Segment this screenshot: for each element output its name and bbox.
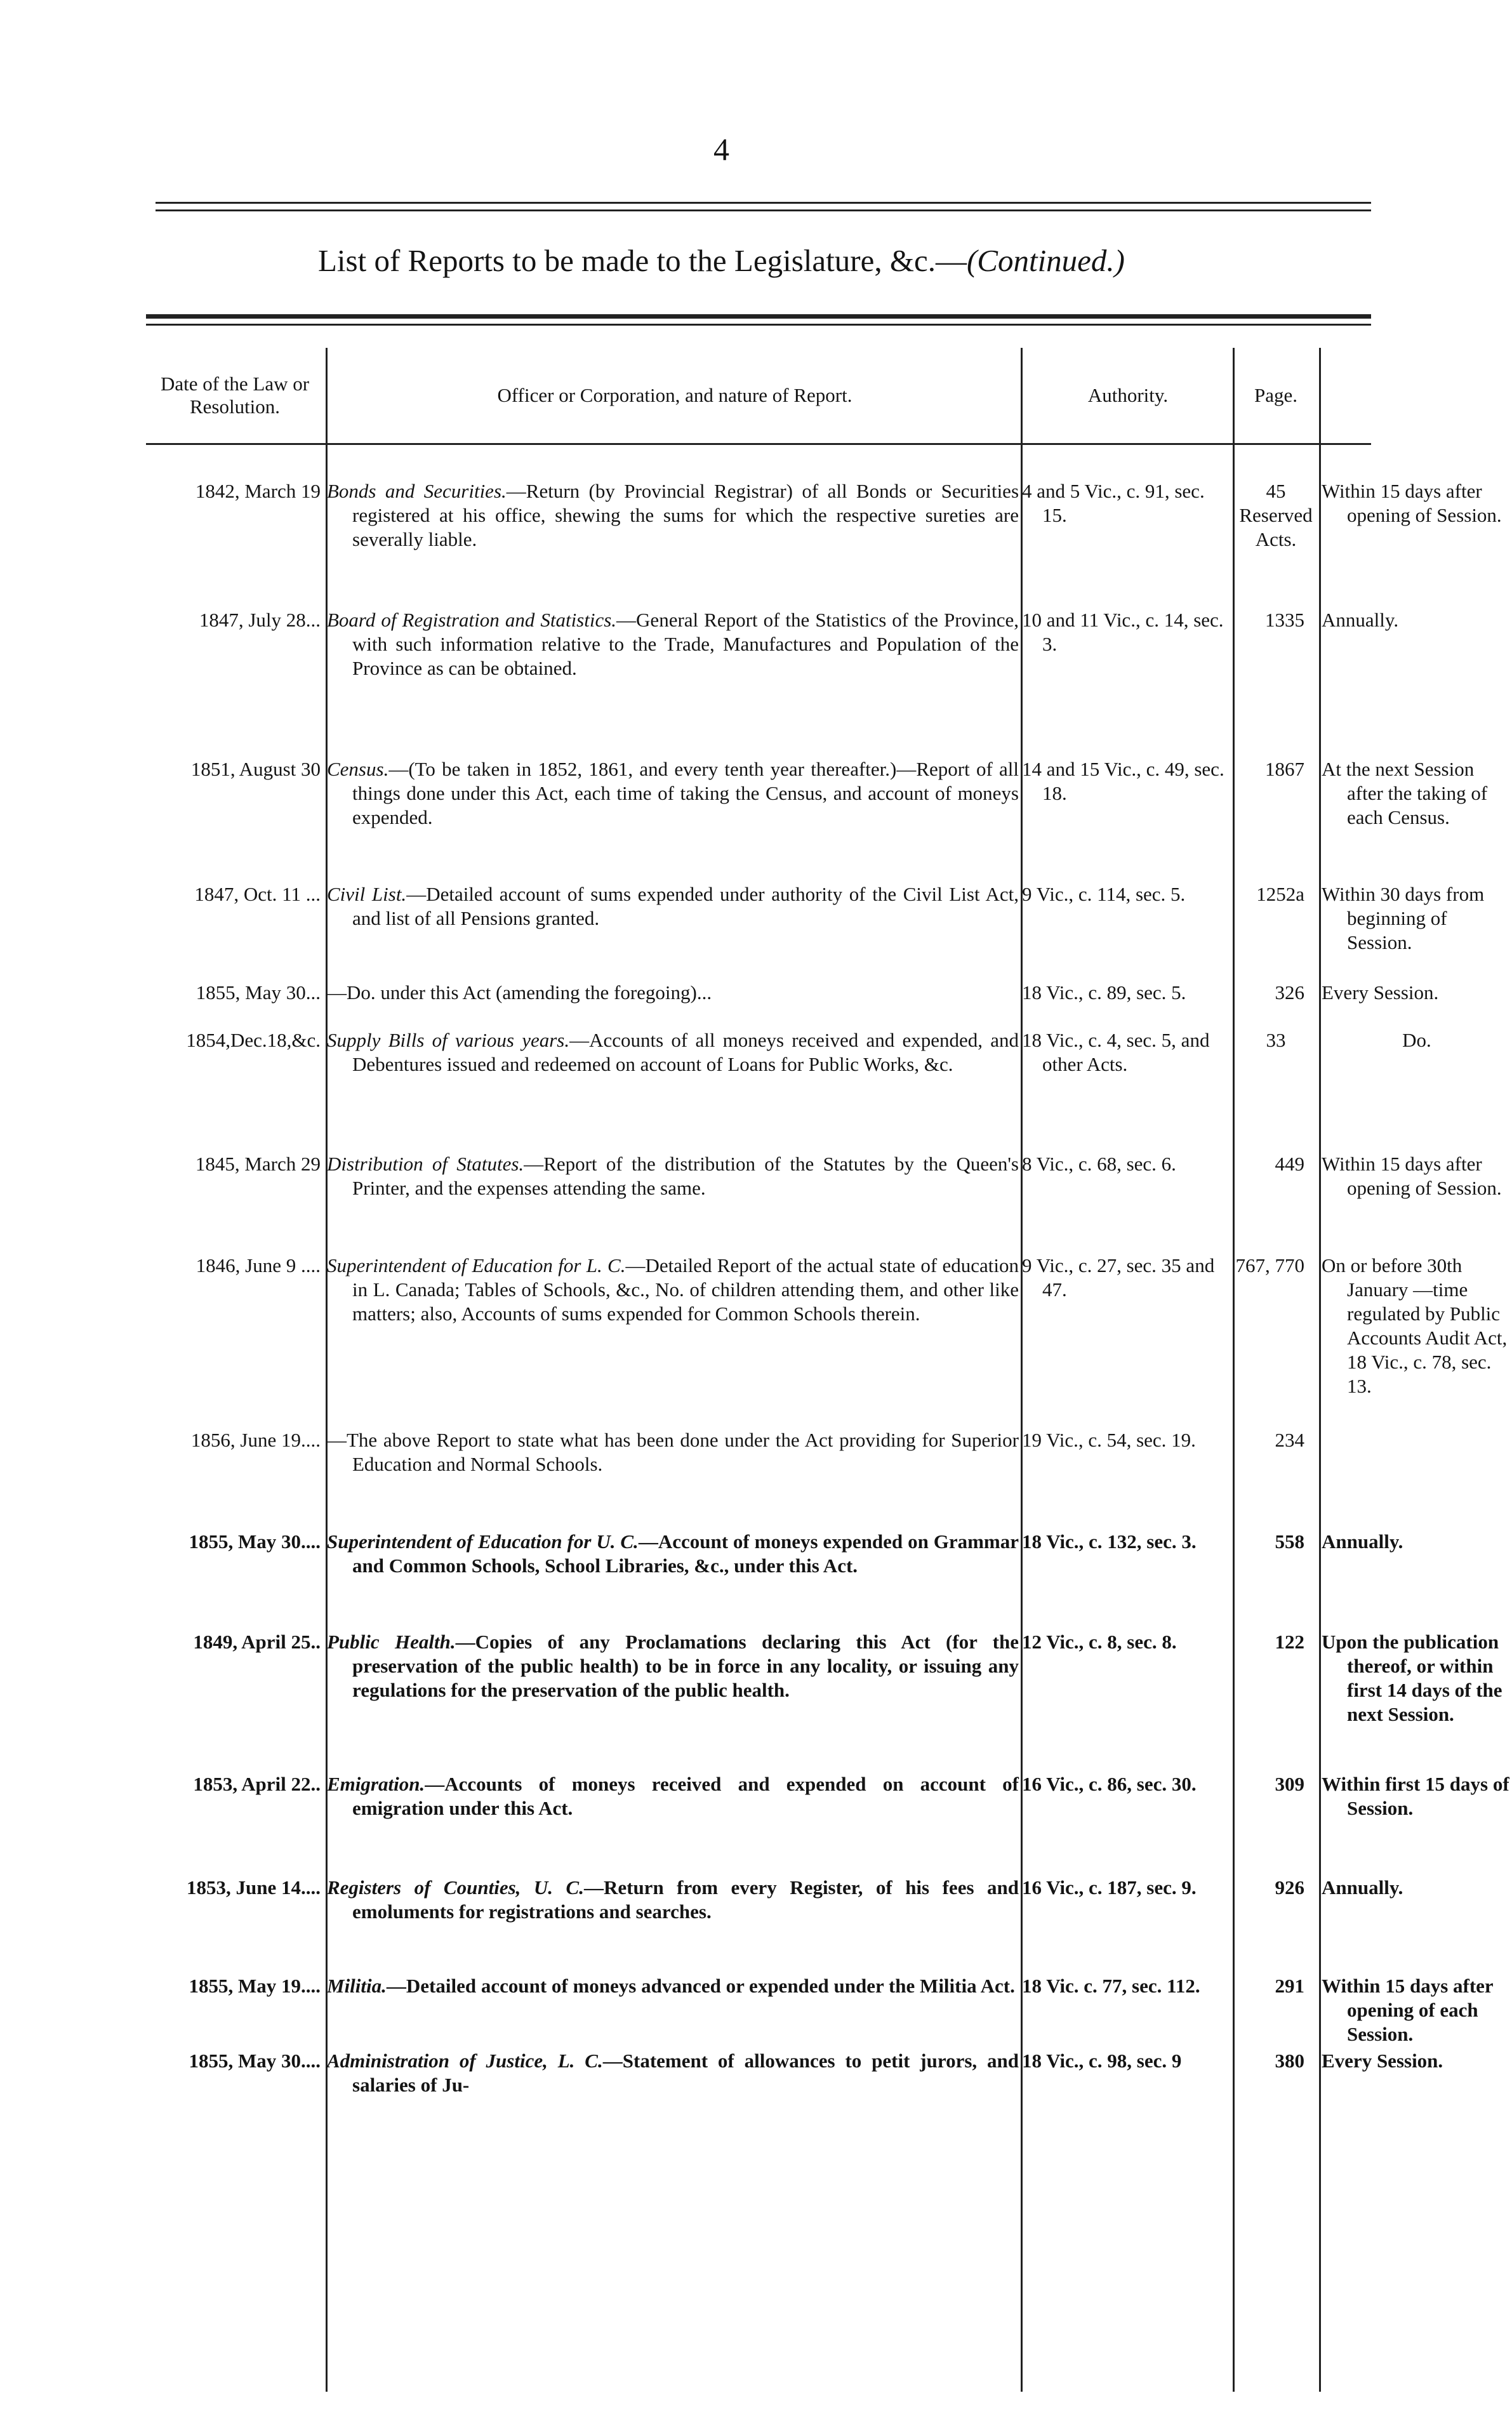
column-divider-4 [1319,348,1321,2392]
row-heading: Census. [327,758,389,780]
row-when: Annually. [1322,609,1399,631]
row-when: Every Session. [1322,2050,1443,2072]
row-when: Within 30 days from beginning of Session. [1322,883,1485,953]
row-heading: Distribution of Statutes. [327,1153,524,1175]
row-description [327,757,1019,830]
row-date: 1856, June 19.... [190,1429,321,1451]
row-when: Do. [1402,1029,1431,1051]
header-double-rule [156,202,1371,211]
row-description [327,479,1019,552]
row-date: 1845, March 29 [195,1153,321,1175]
row-when: Within 15 days after opening of Session. [1322,1153,1502,1199]
row-page: 326 [1275,981,1304,1004]
row-date: 1855, May 19.... [189,1975,321,1997]
row-description [327,608,1019,680]
row-authority: 9 Vic., c. 114, sec. 5. [1022,883,1186,905]
row-authority: 8 Vic., c. 68, sec. 6. [1022,1153,1176,1175]
row-heading: Registers of Counties, U. C. [327,1876,584,1899]
row-date: 1854,Dec.18,&c. [186,1029,321,1051]
row-page: 449 [1275,1153,1304,1175]
row-heading: Civil List. [327,883,407,905]
row-date: 1851, August 30 [190,758,321,780]
row-heading: Emigration. [327,1773,425,1795]
row-when: Annually. [1322,1530,1403,1553]
row-page: 767, 770 [1235,1254,1304,1276]
row-heading: Militia. [327,1975,387,1997]
row-page: 380 [1275,2050,1304,2072]
row-authority: 9 Vic., c. 27, sec. 35 and 47. [1022,1254,1215,1301]
column-divider-3 [1233,348,1235,2392]
row-description [327,2049,1019,2097]
row-text: —(To be taken in 1852, 1861, and every tenth year thereafter.)—Report of all things done under this Act, each time of taking the Census, and account of moneys expended. [352,758,1019,828]
header-bottom-rule [146,443,1371,445]
row-heading: Superintendent of Education for U. C. [327,1530,639,1553]
column-header-authority: Authority. [1087,384,1169,406]
title-main: List of Reports to be made to the Legislature, &c.— [318,243,967,278]
row-page: 558 [1275,1530,1304,1553]
row-page: 122 [1275,1631,1304,1653]
table-top-rule [146,314,1371,319]
row-text: —General Report of the Statistics of the Province, with such information relative to the Trade, Manufactures and Population of the Province as can be obtained. [352,609,1019,679]
row-page: 234 [1275,1429,1304,1451]
row-text: —Detailed account of sums expended under authority of the Civil List Act, and list of all Pensions granted. [352,883,1019,929]
row-page: 309 [1275,1773,1304,1795]
row-when: Within first 15 days of Session. [1322,1773,1509,1819]
row-authority: 18 Vic. c. 77, sec. 112. [1022,1975,1200,1997]
row-date: 1842, March 19 [195,480,321,502]
row-when: At the next Session after the taking of each Census. [1322,758,1488,828]
row-date: 1853, June 14.... [187,1876,321,1899]
row-date: 1853, April 22.. [193,1773,321,1795]
page-title [0,241,1443,281]
row-text: —Copies of any Proclamations declaring this Act (for the preservation of the public health) to be in force in any locality, or issuing any regulations for the preservation of the public health. [352,1631,1019,1701]
row-date: 1855, May 30.... [189,2050,321,2072]
row-authority: 4 and 5 Vic., c. 91, sec. 15. [1022,480,1205,526]
row-description [327,1152,1019,1200]
row-page: 926 [1275,1876,1304,1899]
row-authority: 18 Vic., c. 98, sec. 9 [1022,2050,1182,2072]
row-text: —Report of the distribution of the Statutes by the Queen's Printer, and the expenses attending the same. [352,1153,1019,1199]
row-description [327,1254,1019,1326]
row-text: —Detailed account of moneys advanced or expended under the Militia Act. [386,1975,1015,1997]
row-heading: Public Health. [327,1631,456,1653]
row-description [327,981,1019,1005]
row-authority: 12 Vic., c. 8, sec. 8. [1022,1631,1177,1653]
row-when: On or before 30th January —time regulated by Public Accounts Audit Act, 18 Vic., c. 78, sec. 13. [1322,1254,1508,1397]
row-page: 1252a [1256,883,1304,905]
row-description [327,1028,1019,1077]
row-text: —Return (by Provincial Registrar) of all Bonds or Securities registered at his office, shewing the sums for which the respective sureties are severally liable. [352,480,1019,550]
page-number: 4 [713,131,729,167]
row-date: 1847, Oct. 11 ... [194,883,321,905]
row-when: Upon the publication thereof, or within first 14 days of the next Session. [1322,1631,1502,1725]
row-description [327,1530,1019,1578]
table-top-thin-rule [146,324,1371,326]
row-description [327,1974,1019,1998]
column-header-date: Date of the Law or Resolution. [160,373,310,418]
row-authority: 18 Vic., c. 89, sec. 5. [1022,981,1186,1004]
row-authority: 18 Vic., c. 4, sec. 5, and other Acts. [1022,1029,1210,1075]
row-text: —Return from every Register, of his fees and emoluments for registrations and searches. [352,1876,1019,1923]
row-heading: Administration of Justice, L. C. [327,2050,603,2072]
row-when: Annually. [1322,1876,1403,1899]
title-continued: (Continued.) [966,243,1125,278]
column-header-when-wrap [1206,348,1371,443]
row-date: 1847, July 28... [199,609,321,631]
row-text: —Accounts of all moneys received and expended, and Debentures issued and redeemed on account of Loans for Public Works, &c. [352,1029,1019,1075]
row-description [327,1630,1019,1702]
row-text: —Detailed Report of the actual state of education in L. Canada; Tables of Schools, &c., No. of children attending them, and other like matters; also, Accounts of sums expended for Common Schools therein. [352,1254,1019,1325]
row-authority: 16 Vic., c. 187, sec. 9. [1022,1876,1197,1899]
row-text: —Accounts of moneys received and expended on account of emigration under this Act. [352,1773,1019,1819]
row-text: —Account of moneys expended on Grammar and Common Schools, School Libraries, &c., under this Act. [352,1530,1019,1577]
row-authority: 19 Vic., c. 54, sec. 19. [1022,1429,1196,1451]
row-heading: Board of Registration and Statistics. [327,609,617,631]
row-page: 1335 [1265,609,1304,631]
row-description [327,1876,1019,1924]
row-page: 1867 [1265,758,1304,780]
column-header-officer: Officer or Corporation, and nature of Report. [497,384,852,406]
row-page: 291 [1275,1975,1304,1997]
row-when: Within 15 days after opening of Session. [1322,480,1502,526]
row-date: 1849, April 25.. [193,1631,321,1653]
row-page: 45 Reserved Acts. [1239,480,1313,550]
row-description [327,882,1019,931]
row-description [327,1772,1019,1820]
row-authority: 14 and 15 Vic., c. 49, sec. 18. [1022,758,1224,804]
row-heading: Supply Bills of various years. [327,1029,570,1051]
row-heading: Superintendent of Education for L. C. [327,1254,626,1276]
row-date: 1855, May 30... [196,981,321,1004]
row-date: 1855, May 30.... [189,1530,321,1553]
row-authority: 18 Vic., c. 132, sec. 3. [1022,1530,1197,1553]
row-when: Every Session. [1322,981,1439,1004]
row-authority: 10 and 11 Vic., c. 14, sec. 3. [1022,609,1224,655]
row-page: 33 [1266,1029,1286,1051]
row-text: —Do. under this Act (amending the foregoing)... [327,981,712,1004]
row-heading: Bonds and Securities. [327,480,507,502]
column-header-page: Page. [1254,384,1297,406]
row-date: 1846, June 9 .... [196,1254,321,1276]
row-authority: 16 Vic., c. 86, sec. 30. [1022,1773,1197,1795]
row-when: Within 15 days after opening of each Session. [1322,1975,1494,2045]
row-text: —Statement of allowances to petit jurors, and salaries of Ju- [352,2050,1019,2096]
row-description [327,1428,1019,1476]
row-text: —The above Report to state what has been done under the Act providing for Superior Education and Normal Schools. [327,1429,1019,1475]
